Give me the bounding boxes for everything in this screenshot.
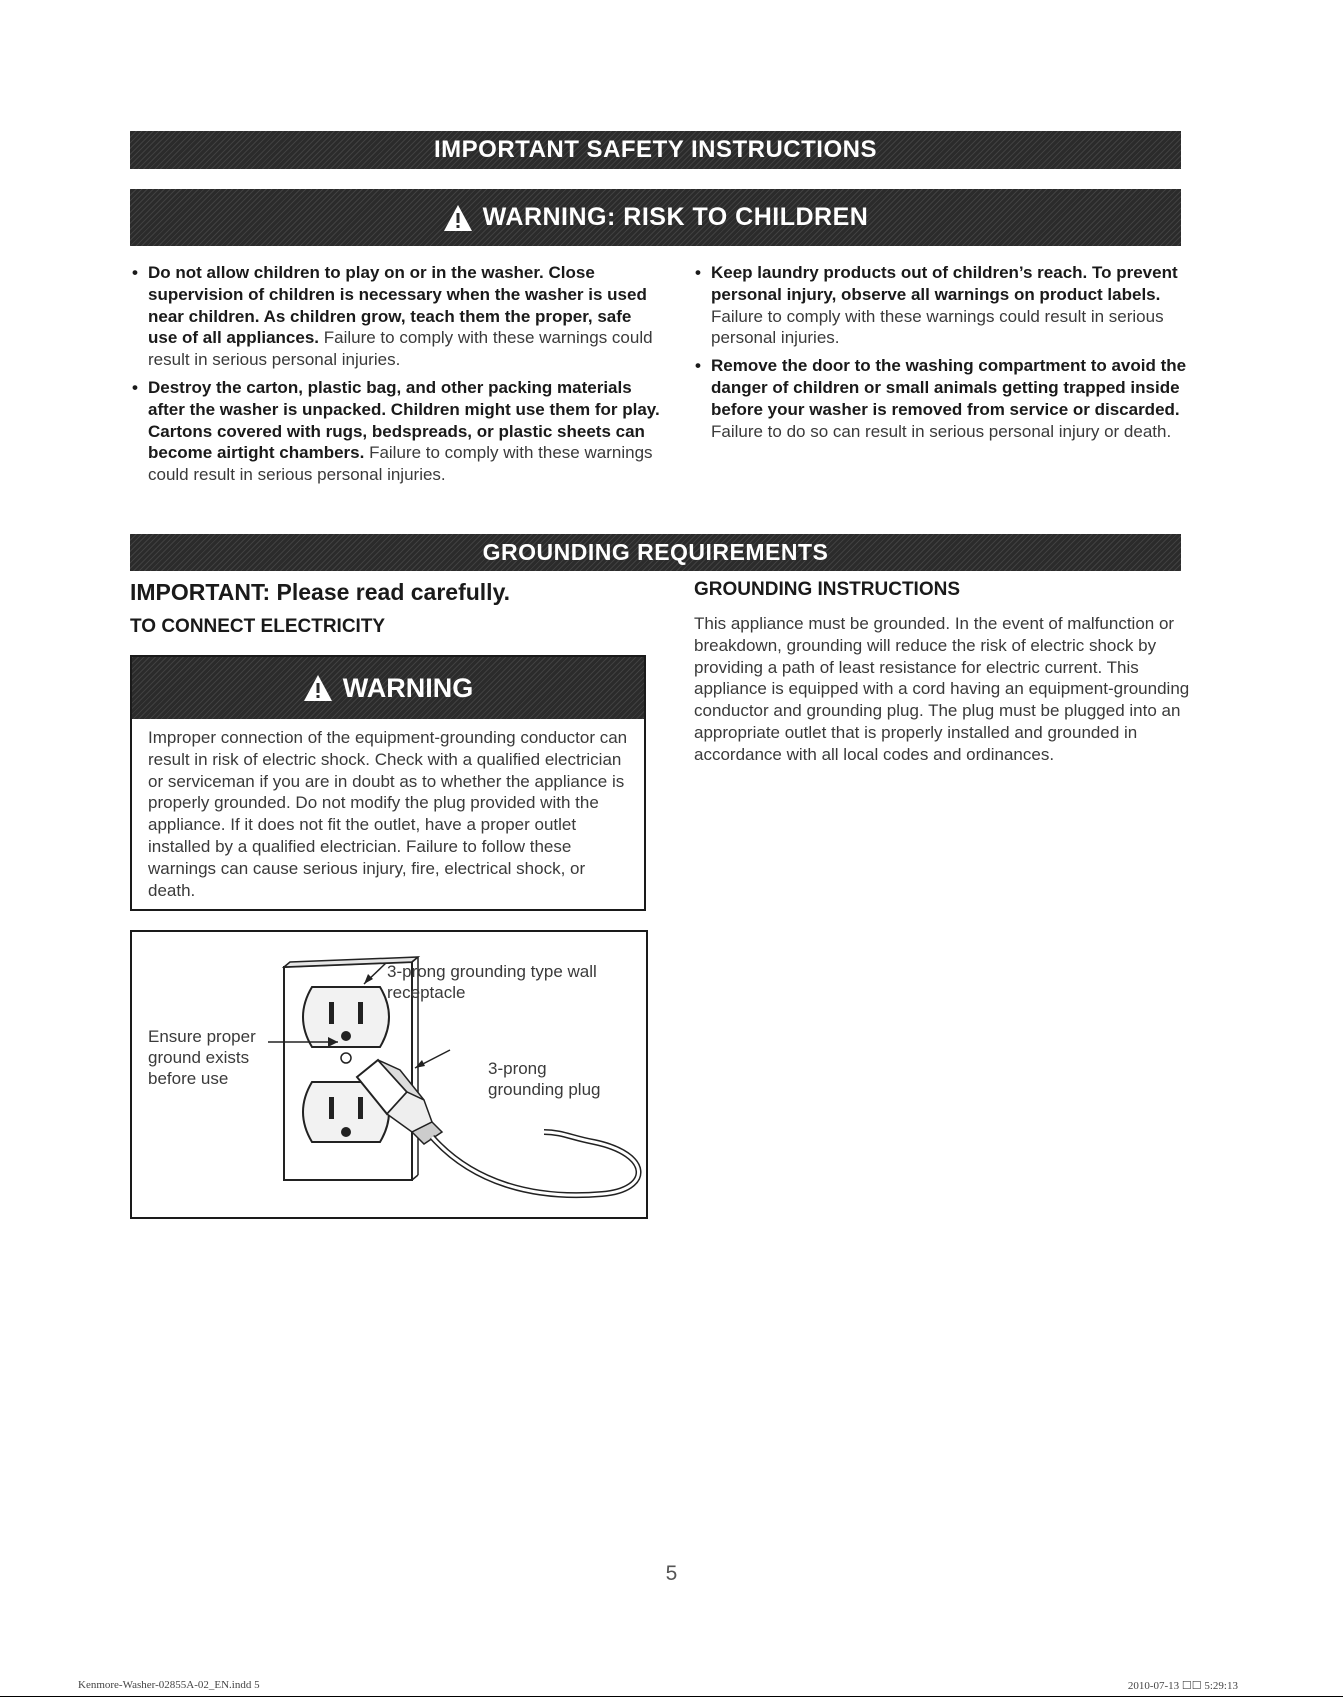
safety-instructions-banner — [130, 131, 1181, 169]
grounding-banner — [130, 534, 1181, 571]
list-item — [693, 355, 1213, 442]
bullet-bold-text: Destroy the carton, plastic bag, and other packing materials after the washer is unpacked. Children might use them for play. Cartons covered with rugs, bedspreads, or plastic sheets can become airtight chambers. — [148, 377, 660, 463]
bullet-icon: • — [132, 377, 138, 397]
important-heading: IMPORTANT: Please read carefully. — [130, 579, 511, 605]
children-right-column — [693, 262, 1213, 448]
warning-triangle-icon — [443, 204, 473, 232]
list-item — [130, 377, 660, 486]
warning-children-banner — [130, 189, 1181, 246]
bullet-normal-text: Failure to comply with these warnings could result in serious personal injuries. — [148, 443, 653, 485]
plug-label: 3-prong grounding plug — [488, 1059, 601, 1099]
bullet-icon: • — [695, 263, 701, 282]
connect-electricity-heading: TO CONNECT ELECTRICITY — [130, 616, 386, 637]
grounding-instructions-heading: GROUNDING INSTRUCTIONS — [694, 579, 960, 600]
bullet-normal-text: Failure to comply with these warnings could result in serious personal injuries. — [711, 306, 1164, 348]
grounding-instructions-text: This appliance must be grounded. In the event of malfunction or breakdown, grounding will reduce the risk of electric shock by providing a path of least resistance for electric current. This appliance is equipped with a cord having an equipment-grounding conductor and grounding plug. The plug must be plugged into an appropriate outlet that is properly installed and grounded in accordance with all local codes and ordinances. — [694, 614, 1190, 764]
bullet-icon: • — [132, 263, 138, 282]
footer-divider — [0, 1696, 1343, 1697]
footer-filename: Kenmore-Washer-02855A-02_EN.indd 5 — [78, 1679, 260, 1691]
warning-box-title: WARNING — [342, 672, 474, 703]
list-item — [130, 262, 660, 371]
children-left-column — [130, 262, 660, 492]
outlet-figure — [130, 930, 648, 1219]
bullet-bold-text: Keep laundry products out of children’s reach. To prevent personal injury, observe all warnings on product labels. — [711, 263, 1178, 304]
warning-triangle-icon — [303, 674, 333, 702]
safety-instructions-title: IMPORTANT SAFETY INSTRUCTIONS — [434, 136, 877, 163]
warning-box-header — [132, 657, 644, 719]
bullet-normal-text: Failure to comply with these warnings could result in serious personal injuries. — [148, 328, 653, 370]
bullet-bold-text: Do not allow children to play on or in the washer. Close supervision of children is necessary when the washer is used near children. As children grow, teach them the proper, safe use of all appliances. — [148, 263, 647, 348]
page-number: 5 — [665, 1562, 678, 1585]
grounding-title: GROUNDING REQUIREMENTS — [482, 539, 829, 565]
bullet-normal-text: Failure to do so can result in serious personal injury or death. — [711, 421, 1172, 441]
bullet-icon: • — [695, 356, 701, 376]
warning-box-text: Improper connection of the equipment-grounding conductor can result in risk of electric shock. Check with a qualified electrician or serviceman if you are in doubt as to whether the appliance is properly grounded. Do not modify the plug provided with the appliance. If it does not fit the outlet, have a proper outlet installed by a qualified electrician. Failure to follow these warnings can cause serious injury, fire, electrical shock, or death. — [148, 728, 628, 900]
warning-box — [130, 655, 646, 911]
ground-label: Ensure proper ground exists before use — [148, 1027, 256, 1088]
bullet-bold-text: Remove the door to the washing compartment to avoid the danger of children or small animals getting trapped inside before your washer is removed from service or discarded. — [711, 356, 1187, 419]
receptacle-label: 3-prong grounding type wall receptacle — [387, 962, 597, 1002]
warning-children-title: WARNING: RISK TO CHILDREN — [482, 203, 869, 231]
list-item — [693, 262, 1213, 349]
footer-timestamp: 2010-07-13 ☐☐ 5:29:13 — [1127, 1680, 1238, 1692]
